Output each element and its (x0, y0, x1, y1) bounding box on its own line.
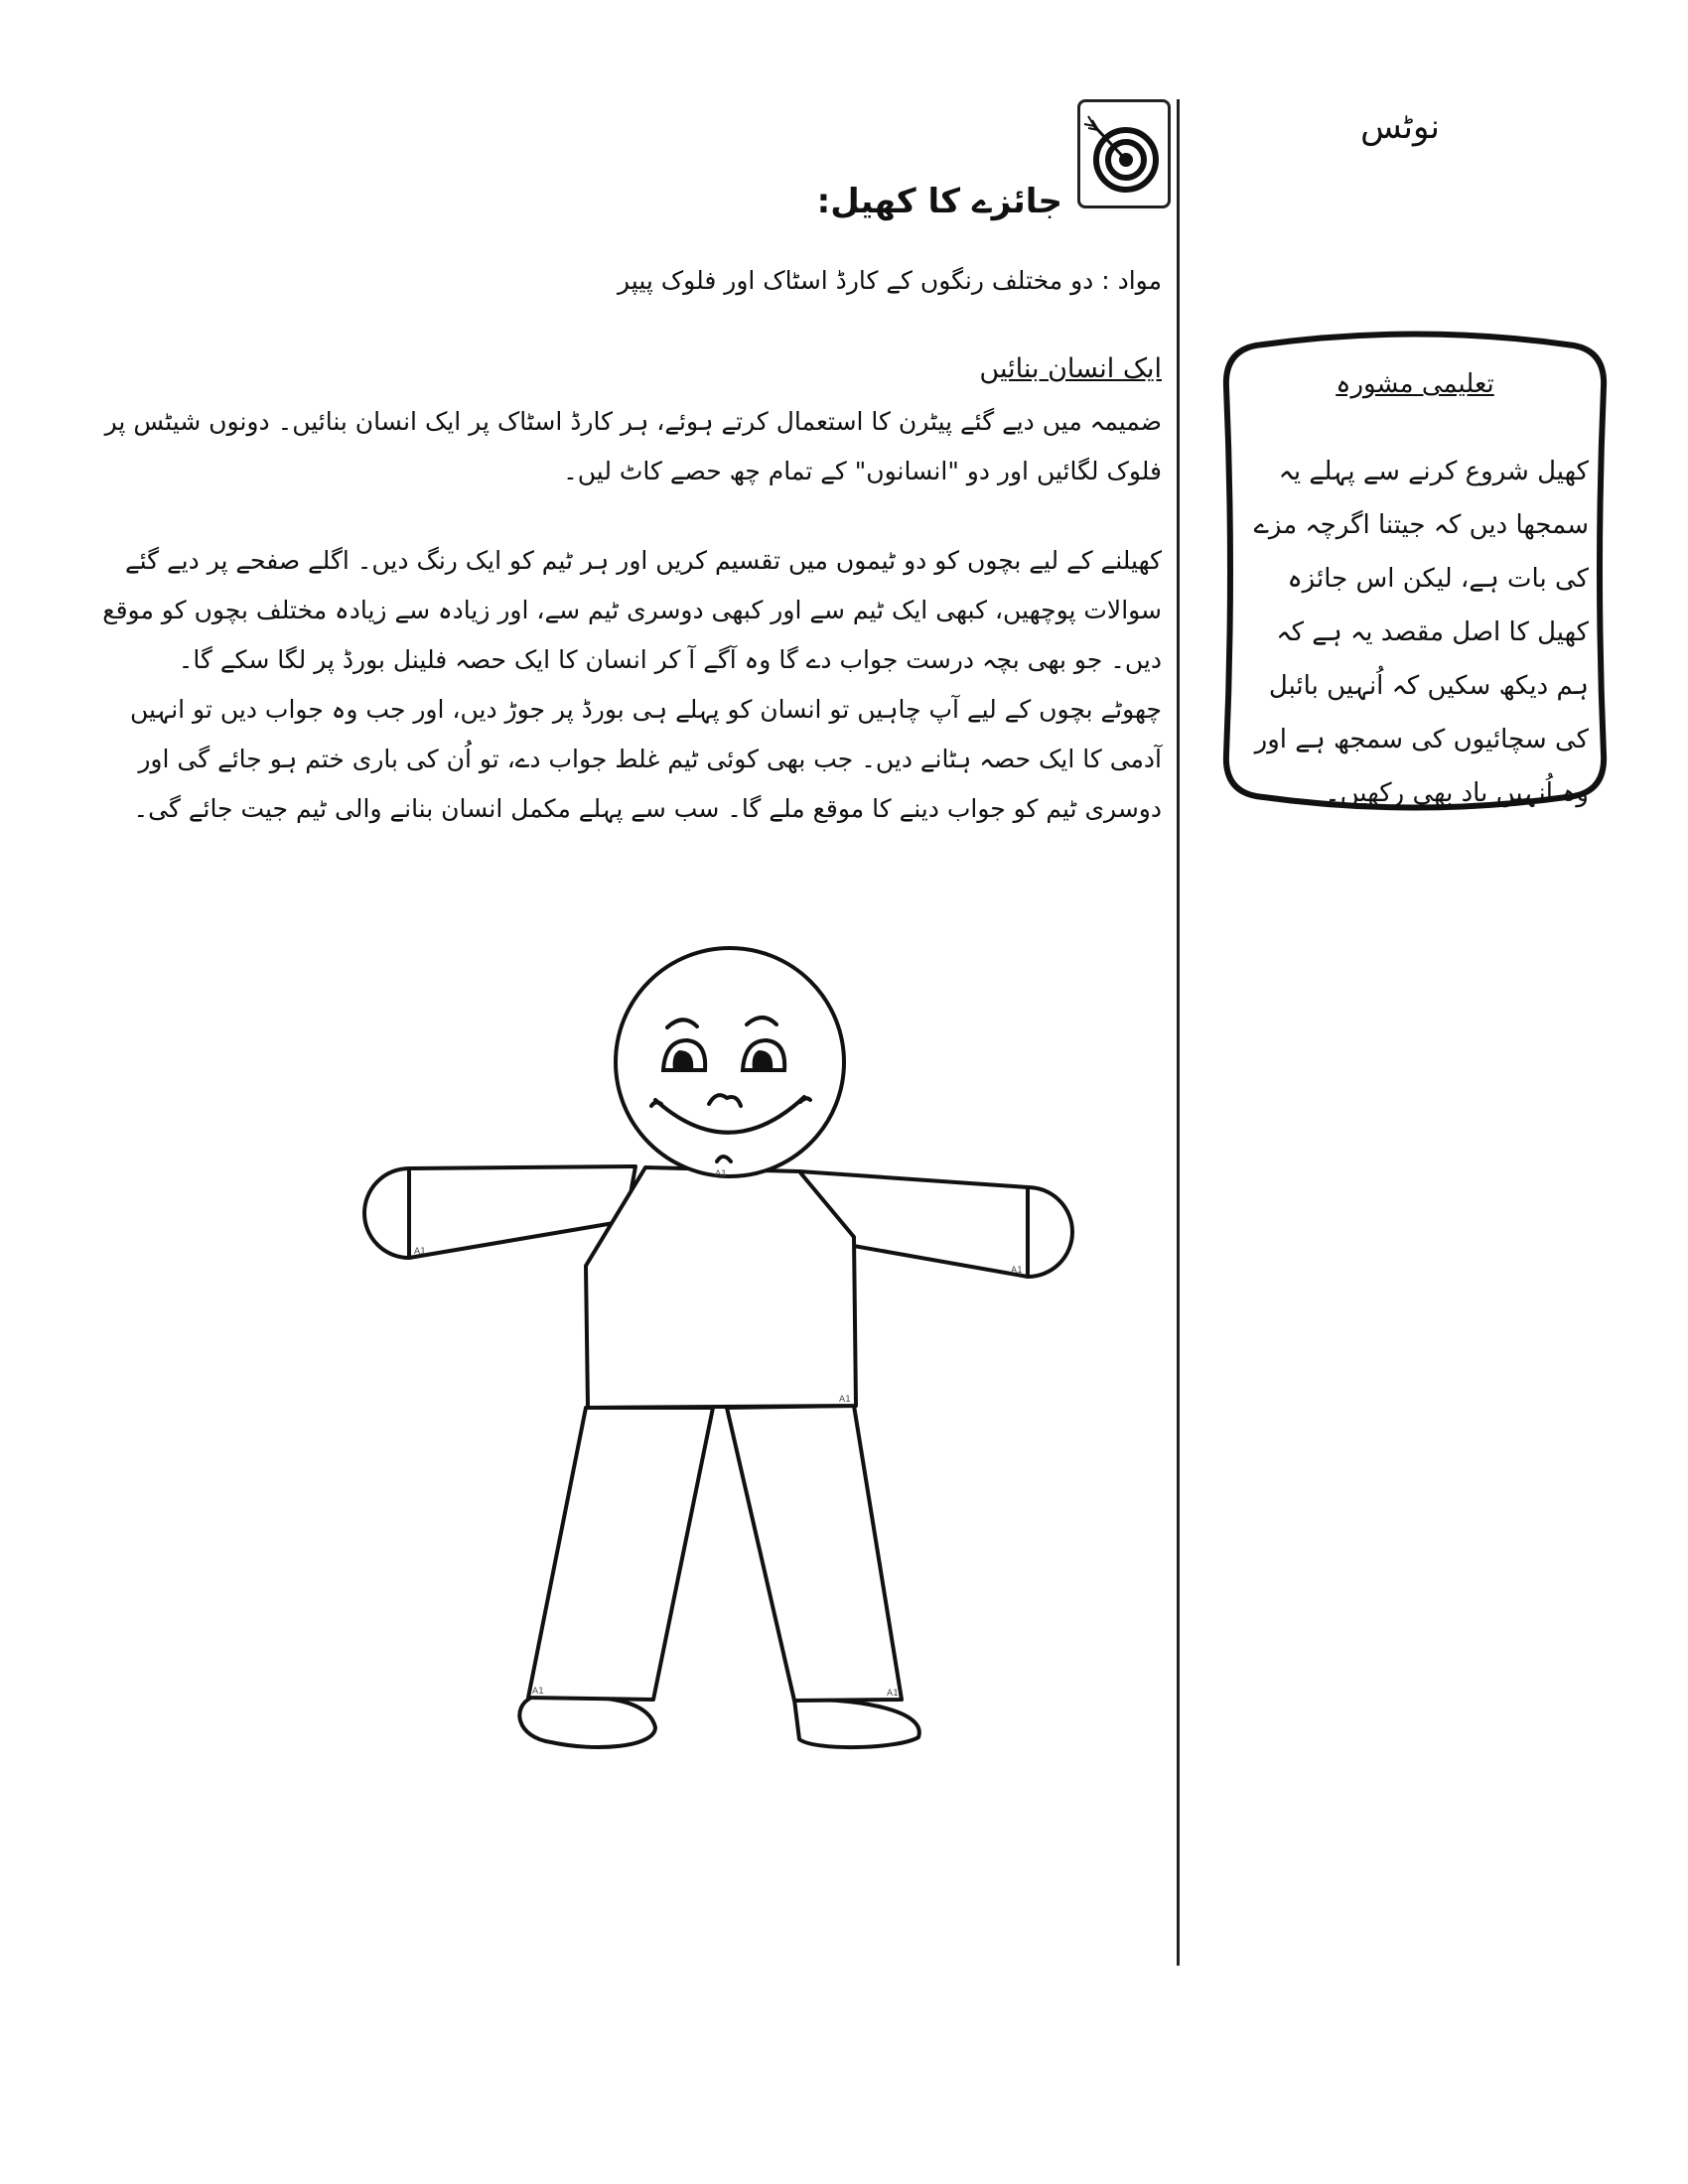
part-label: A1 (1011, 1266, 1023, 1276)
head (616, 948, 844, 1176)
right-hand (1028, 1187, 1072, 1277)
paper-man-figure (0, 923, 1172, 1777)
section-heading: ایک انسان بنائیں (979, 353, 1162, 384)
column-divider (1177, 99, 1180, 1966)
part-label: A1 (414, 1247, 426, 1257)
left-leg (528, 1408, 713, 1700)
torso (586, 1167, 856, 1408)
instruction-paragraph: ضمیمہ میں دیے گئے پیٹرن کا استعمال کرتے ہوئے، ہر کارڈ اسٹاک پر ایک انسان بنائیں۔ دونوں شیٹس پر فلوک لگائیں اور دو "انسانوں" کے تمام چھ حصے کاٹ لیں۔ (104, 407, 1162, 485)
left-hand (364, 1168, 409, 1258)
notes-title: نوٹس (1360, 107, 1440, 147)
materials-line: مواد : دو مختلف رنگوں کے کارڈ اسٹاک اور فلوک پیپر (618, 266, 1162, 295)
instruction-paragraph: چھوٹے بچوں کے لیے آپ چاہیں تو انسان کو پہلے ہی بورڈ پر جوڑ دیں، اور جب وہ جواب دیں تو انہیں آدمی کا ایک حصہ ہٹانے دیں۔ جب بھی کوئی ٹیم غلط جواب دے، تو اُن کی باری ختم ہو جائے گی اور دوسری ٹیم کو جواب دینے کا موقع ملے گا۔ سب سے پہلے مکمل انسان بنانے والی ٹیم جیت جائے گی۔ (129, 695, 1162, 823)
tip-body: کھیل شروع کرنے سے پہلے یہ سمجھا دیں کہ جیتنا اگرچہ مزے کی بات ہے، لیکن اس جائزہ کھیل کا اصل مقصد یہ ہے کہ ہم دیکھ سکیں کہ اُنہیں بائبل کی سچائیوں کی سمجھ ہے اور وہ اُنہیں یاد بھی رکھیں۔ (1253, 457, 1589, 808)
left-shoe (519, 1698, 655, 1747)
tip-heading: تعلیمی مشورہ (1336, 369, 1494, 399)
instruction-paragraph: کھیلنے کے لیے بچوں کو دو ٹیموں میں تقسیم کریں اور ہر ٹیم کو ایک رنگ دیں۔ اگلے صفحے پر دیے گئے سوالات پوچھیں، کبھی ایک ٹیم سے اور کبھی دوسری ٹیم سے، اور زیادہ سے زیادہ مختلف بچوں کو موقع دیں۔ جو بھی بچہ درست جواب دے گا وہ آگے آ کر انسان کا ایک حصہ فلینل بورڈ پر لگا سکے گا۔ (102, 546, 1162, 674)
part-label: A1 (715, 1169, 727, 1179)
right-shoe (794, 1700, 919, 1747)
part-label: A1 (839, 1395, 851, 1405)
part-label: A1 (532, 1687, 544, 1697)
dart-target-icon (1077, 99, 1171, 208)
right-leg (727, 1406, 902, 1701)
part-label: A1 (887, 1689, 899, 1699)
game-title: جائزے کا کھیل: (816, 182, 1062, 221)
